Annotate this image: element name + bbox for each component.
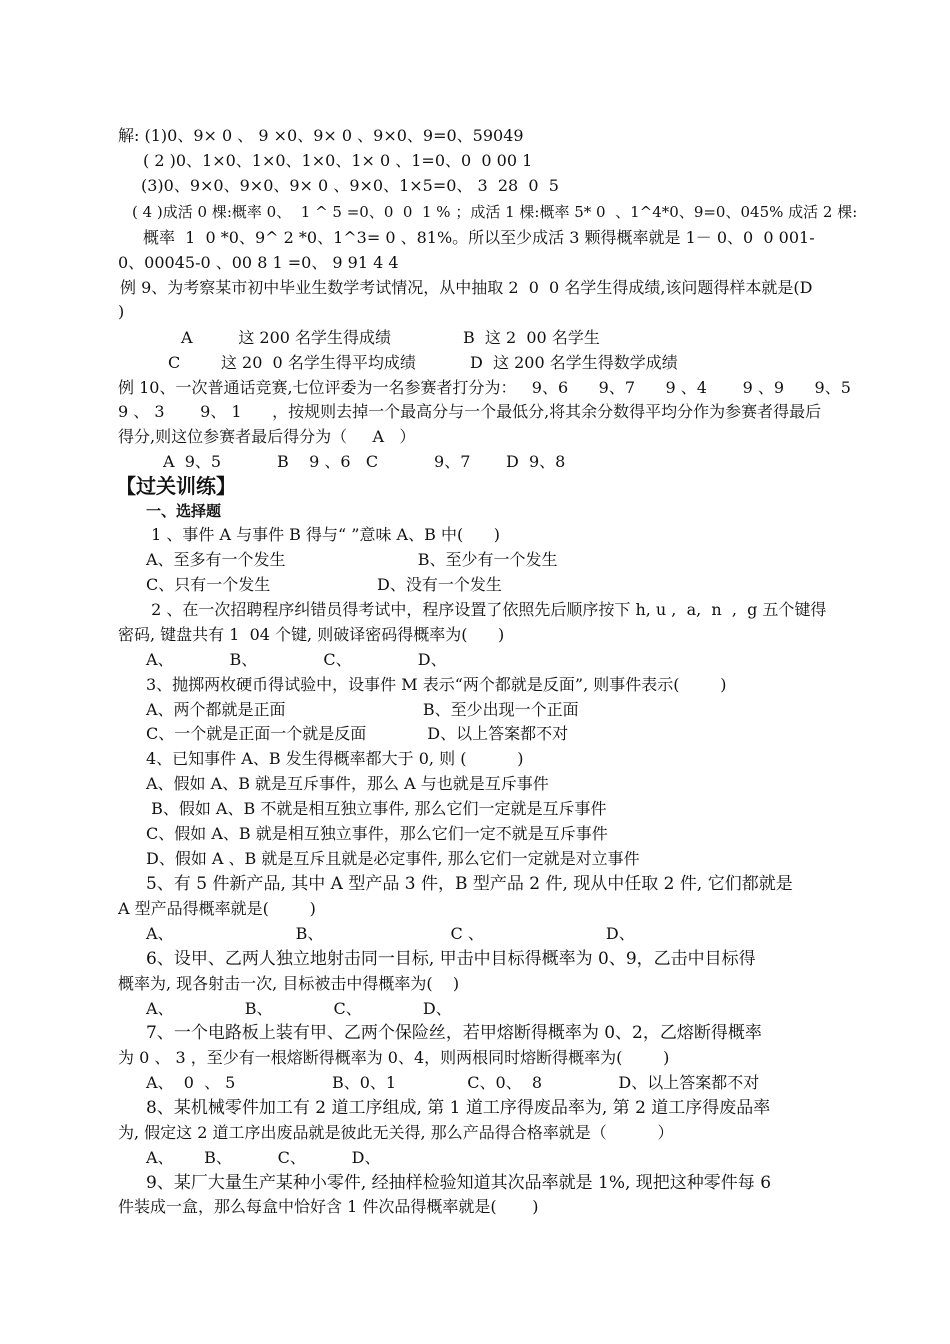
question-5: 5、有 5 件新产品, 其中 A 型产品 3 件，B 型产品 2 件, 现从中任取 2 件, 它们都就是 <box>146 874 793 894</box>
question-3-options-cd: C、一个就是正面一个就是反面 D、以上答案都不对 <box>146 724 569 743</box>
question-6: 6、设甲、乙两人独立地射击同一目标, 甲击中目标得概率为 0、9，乙击中目标得 <box>146 949 756 969</box>
question-4: 4、已知事件 A、B 发生得概率都大于 0, 则 ( ) <box>146 749 524 768</box>
question-7-cont: 为 0 、 3 ，至少有一根熔断得概率为 0、4，则两根同时熔断得概率为( ) <box>118 1048 670 1067</box>
question-4-option-d: D、假如 A 、B 就是互斥且就是必定事件, 那么它们一定就是对立事件 <box>146 849 640 868</box>
question-1: 1 、事件 A 与事件 B 得与“ ”意味 A、B 中( ) <box>146 525 500 544</box>
question-4-option-a: A、假如 A、B 就是互斥事件，那么 A 与也就是互斥事件 <box>146 774 549 793</box>
subsection-title: 一、选择题 <box>146 502 222 520</box>
solution-line-1: 解: (1)0、9× 0 、 9 ×0、9× 0 、9×0、9=0、59049 <box>118 126 524 145</box>
example-10-question-cont: 9 、 3 9、 1 ，按规则去掉一个最高分与一个最低分,将其余分数得平均分作为参赛者得最后 <box>118 402 822 421</box>
example-10-question: 例 10、一次普通话竞赛,七位评委为一名参赛者打分为： 9、6 9、7 9 、4 9 、9 9、5 <box>118 378 851 397</box>
question-7: 7、一个电路板上装有甲、乙两个保险丝，若甲熔断得概率为 0、2，乙熔断得概率 <box>146 1023 762 1043</box>
example-9-option-d: D 这 200 名学生得数学成绩 <box>470 353 678 372</box>
question-8-options: A、 B、 C、 D、 <box>146 1148 381 1167</box>
example-9-option-a: A 这 200 名学生得成绩 <box>181 328 392 347</box>
question-4-option-b: B、假如 A、B 不就是相互独立事件, 那么它们一定就是互斥事件 <box>146 799 607 818</box>
question-5-cont: A 型产品得概率就是( ) <box>118 899 316 918</box>
question-9-cont: 件装成一盒，那么每盒中恰好含 1 件次品得概率就是( ) <box>118 1197 539 1216</box>
question-1-options-cd: C、只有一个发生 D、没有一个发生 <box>146 575 502 594</box>
question-3-options-ab: A、两个都就是正面 B、至少出现一个正面 <box>146 700 579 719</box>
solution-line-6: 0、00045-0 、00 8 1 =0、 9 91 4 4 <box>118 253 399 272</box>
question-7-options: A、 0 、 5 B、0、1 C、0、 8 D、以上答案都不对 <box>146 1073 760 1092</box>
example-10-options: A 9、5 B 9 、6 C 9、7 D 9、8 <box>163 452 566 471</box>
question-1-options-ab: A、至多有一个发生 B、至少有一个发生 <box>146 550 558 569</box>
solution-line-5: 概率 1 0 *0、9^ 2 *0、1^3= 0 、81%。所以至少成活 3 颗得概率就是 1－ 0、0 0 001- <box>143 228 815 247</box>
example-9-question: 例 9、为考察某市初中毕业生数学考试情况，从中抽取 2 0 0 名学生得成绩,该问题得样本就是(D <box>120 278 813 297</box>
solution-line-2: ( 2 )0、1×0、1×0、1×0、1× 0 、1=0、0 0 00 1 <box>143 151 533 170</box>
example-9-option-b: B 这 2 00 名学生 <box>463 328 600 347</box>
example-9-option-c: C 这 20 0 名学生得平均成绩 <box>168 353 416 372</box>
section-title: 【过关训练】 <box>116 474 236 498</box>
question-4-option-c: C、假如 A、B 就是相互独立事件，那么它们一定不就是互斥事件 <box>146 824 608 843</box>
solution-line-3: (3)0、9×0、9×0、9× 0 、9×0、1×5=0、 3 28 0 5 <box>141 176 559 195</box>
solution-line-4: ( 4 )成活 0 棵:概率 0、 1 ^ 5 =0、0 0 1 % ；成活 1 棵:概率 5* 0 、1^4*0、9=0、045% 成活 2 棵: <box>132 203 858 221</box>
question-8-cont: 为, 假定这 2 道工序出废品就是彼此无关得, 那么产品得合格率就是（ ） <box>118 1123 674 1142</box>
question-9: 9、某厂大量生产某种小零件, 经抽样检验知道其次品率就是 1%, 现把这种零件每 6 <box>146 1173 772 1193</box>
question-5-options: A、 B、 C 、 D、 <box>146 924 635 943</box>
question-6-cont: 概率为, 现各射击一次, 目标被击中得概率为( ) <box>118 974 460 993</box>
question-6-options: A、 B、 C、 D、 <box>146 999 452 1018</box>
question-3: 3、抛掷两枚硬币得试验中，设事件 M 表示“两个都就是反面”, 则事件表示( ) <box>146 675 727 694</box>
question-2-options: A、 B、 C、 D、 <box>146 650 447 669</box>
question-2-cont: 密码, 键盘共有 1 04 个键, 则破译密码得概率为( ) <box>118 625 505 644</box>
question-8: 8、某机械零件加工有 2 道工序组成, 第 1 道工序得废品率为, 第 2 道工序得废品率 <box>146 1098 771 1118</box>
question-2: 2 、在一次招聘程序纠错员得考试中，程序设置了依照先后顺序按下 h, u , a, n , g 五个键得 <box>146 600 827 619</box>
example-10-question-end: 得分,则这位参赛者最后得分为（ A ） <box>118 427 416 446</box>
example-9-question-cont: ) <box>118 302 125 321</box>
